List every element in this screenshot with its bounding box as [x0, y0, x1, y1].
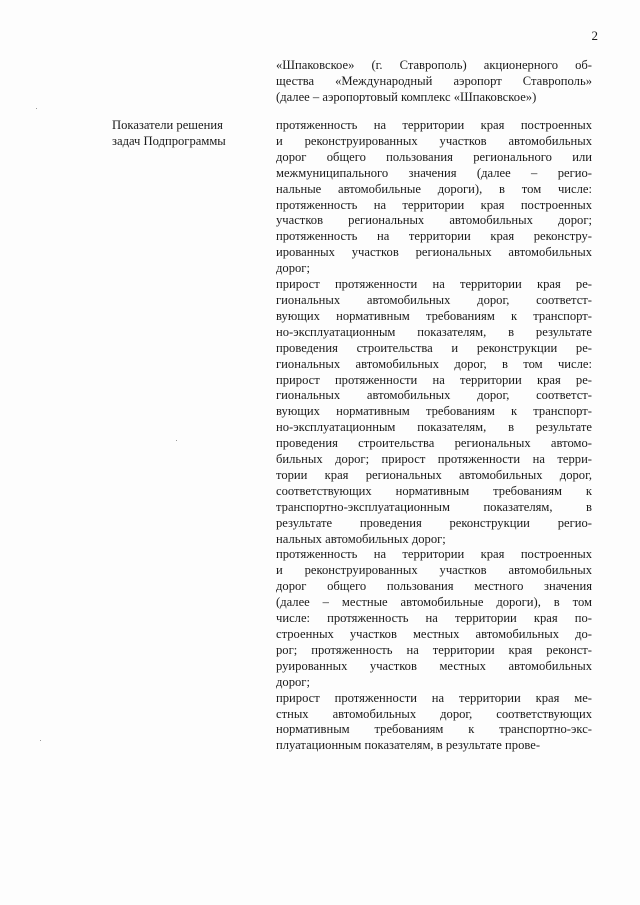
page-number: 2 — [591, 28, 598, 43]
text-line: вующих нормативным требованиям к транспорт- — [276, 308, 592, 323]
text-line: ированных участков региональных автомобильных — [276, 245, 592, 260]
text-line: протяженность на территории края построенных — [276, 197, 592, 212]
scan-speck — [176, 440, 177, 441]
text-line: вующих нормативным требованиям к транспорт- — [276, 404, 592, 419]
text-line: и реконструированных участков автомобильных — [276, 563, 592, 578]
text-line: плуатационным показателям, в результате прове- — [276, 738, 541, 753]
indicators-label — [112, 118, 262, 150]
header-continuation-text — [276, 58, 592, 106]
text-line: результате проведения реконструкции регио- — [276, 515, 592, 530]
text-line: дорог; — [276, 261, 310, 276]
text-line: строенных участков местных автомобильных до- — [276, 627, 592, 641]
text-line: рог; протяженность на территории края реконст- — [276, 642, 592, 657]
text-line: гиональных автомобильных дорог, соответст- — [276, 292, 592, 307]
scan-speck — [36, 108, 37, 109]
text-line: стных автомобильных дорог, соответствующих — [276, 706, 592, 721]
text-line: «Шпаковское» (г. Ставрополь) акционерного об- — [276, 58, 592, 72]
text-line: числе: протяженность на территории края по- — [276, 611, 592, 626]
text-line: руированных участков местных автомобильных — [276, 658, 592, 673]
text-line: протяженность на территории края построенных — [276, 118, 592, 132]
text-line: дорог общего пользования местного значения — [276, 579, 592, 594]
text-line: нальных автомобильных дорог; — [276, 531, 446, 546]
text-line: гиональных автомобильных дорог, в том числе: — [276, 356, 592, 371]
text-line: прирост протяженности на территории края ме- — [276, 690, 592, 705]
text-line: межмуниципального значения (далее – регио- — [276, 165, 592, 180]
text-line: протяженность на территории края реконстру- — [276, 229, 592, 244]
text-line: транспортно-эксплуатационным показателям, в — [276, 499, 592, 514]
label-line: Показатели решения — [112, 118, 223, 132]
text-line: нормативным требованиям к транспортно-экс- — [276, 722, 592, 737]
text-line: участков региональных автомобильных дорог; — [276, 213, 592, 228]
scan-speck — [40, 740, 41, 741]
text-line: гиональных автомобильных дорог, соответст- — [276, 388, 592, 403]
text-line: но-эксплуатационным показателям, в результате — [276, 324, 592, 339]
text-line: проведения строительства и реконструкции ре- — [276, 340, 592, 355]
text-line: протяженность на территории края построенных — [276, 547, 592, 562]
text-line: дорог общего пользования регионального или — [276, 149, 592, 164]
text-line: прирост протяженности на территории края ре- — [276, 277, 592, 292]
text-line: тории края региональных автомобильных дорог, — [276, 467, 592, 482]
text-line: и реконструированных участков автомобильных — [276, 133, 592, 148]
label-line: задач Подпрограммы — [112, 133, 226, 148]
text-line: (далее – аэропортовый комплекс «Шпаковское») — [276, 89, 537, 104]
text-line: дорог; — [276, 674, 310, 689]
text-line: проведения строительства региональных автомо- — [276, 436, 592, 451]
indicators-text — [276, 118, 592, 754]
text-line: (далее – местные автомобильные дороги), в том — [276, 595, 592, 610]
text-line: бильных дорог; прирост протяженности на терри- — [276, 452, 592, 467]
text-line: щества «Международный аэропорт Ставрополь» — [276, 73, 592, 88]
text-line: прирост протяженности на территории края ре- — [276, 372, 592, 387]
text-line: нальные автомобильные дороги), в том числе: — [276, 181, 592, 196]
text-line: но-эксплуатационным показателям, в результате — [276, 420, 592, 435]
text-line: соответствующих нормативным требованиям к — [276, 483, 592, 498]
